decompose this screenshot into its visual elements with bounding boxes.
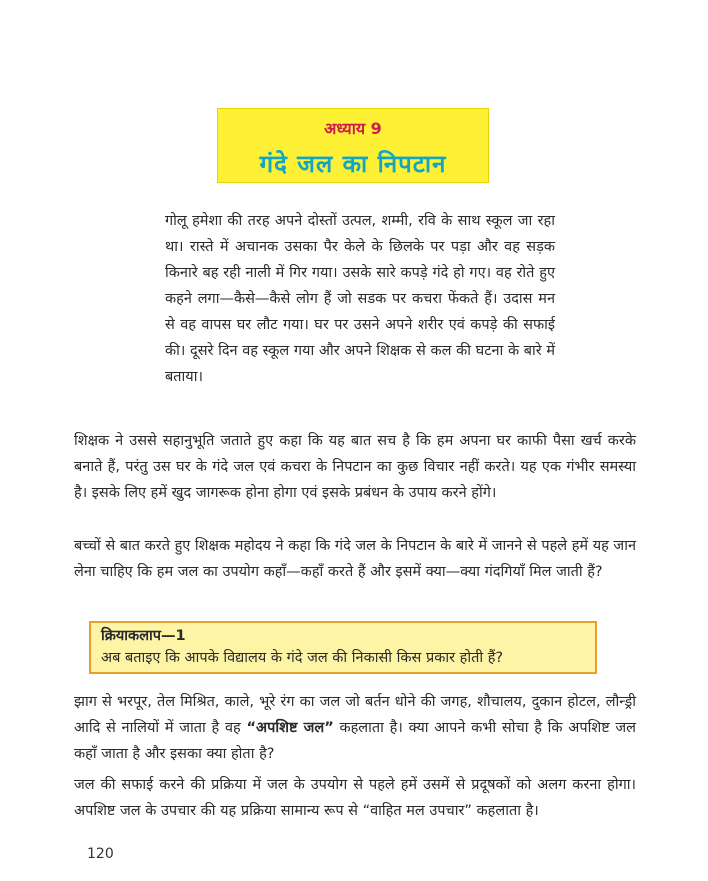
waste-water-text-before: झाग से भरपूर, तेल मिश्रित, काले, भूरे रंग का जल जो बर्तन धोने की जगह, शौचालय, दुकान होटल, लौन्ड्री आदि से नालियों में जाता है वह xyxy=(74,694,636,736)
paragraph-water-usage: बच्चों से बात करते हुए शिक्षक महोदय ने कहा कि गंदे जल के निपटान के बारे में जानने से पहले हमें यह जान लेना चाहिए कि हम जल का उपयोग कहाँ—कहाँ करते हैं और इसमें क्या—क्या गंदगियाँ मिल जाती हैं? xyxy=(74,538,636,580)
paragraph-waste-water xyxy=(74,689,636,767)
page-number: 120 xyxy=(87,846,114,862)
activity-title: क्रियाकलाप—1 xyxy=(101,628,186,644)
waste-water-term: “अपशिष्ट जल” xyxy=(246,720,334,736)
chapter-number: अध्याय 9 xyxy=(324,119,382,138)
waste-water-text-after: कहलाता है। क्या आपने कभी सोचा है कि अपशिष्ट जल कहाँ जाता है और इसका क्या होता है? xyxy=(74,720,636,762)
chapter-header-box xyxy=(217,108,489,183)
chapter-title: गंदे जल का निपटान xyxy=(259,150,447,178)
activity-box xyxy=(89,621,597,674)
paragraph-teacher-response: शिक्षक ने उससे सहानुभूति जताते हुए कहा कि यह बात सच है कि हम अपना घर काफी पैसा खर्च करके बनाते हैं, परंतु उस घर के गंदे जल एवं कचरा के निपटान का कुछ विचार नहीं करते। यह एक गंभीर समस्या है। इसके लिए हमें खुद जागरूक होना होगा एवं इसके प्रबंधन के उपाय करने होंगे। xyxy=(74,433,636,501)
paragraph-sewage-treatment: जल की सफाई करने की प्रक्रिया में जल के उपयोग से पहले हमें उसमें से प्रदूषकों को अलग करना होगा। अपशिष्ट जल के उपचार की यह प्रक्रिया सामान्य रूप से “वाहित मल उपचार” कहलाता है। xyxy=(74,777,636,819)
activity-question: अब बताइए कि आपके विद्यालय के गंदे जल की निकासी किस प्रकार होती हैं? xyxy=(101,650,504,666)
intro-story: गोलू हमेशा की तरह अपने दोस्तों उत्पल, शम्मी, रवि के साथ स्कूल जा रहा था। रास्ते में अचानक उसका पैर केले के छिलके पर पड़ा और वह सड़क किनारे बह रही नाली में गिर गया। उसके सारे कपड़े गंदे हो गए। वह रोते हुए कहने लगा—कैसे—कैसे लोग हैं जो सडक पर कचरा फेंकते हैं। उदास मन से वह वापस घर लौट गया। घर पर उसने अपने शरीर एवं कपड़े की सफाई की। दूसरे दिन वह स्कूल गया और अपने शिक्षक से कल की घटना के बारे में बताया। xyxy=(165,213,555,385)
